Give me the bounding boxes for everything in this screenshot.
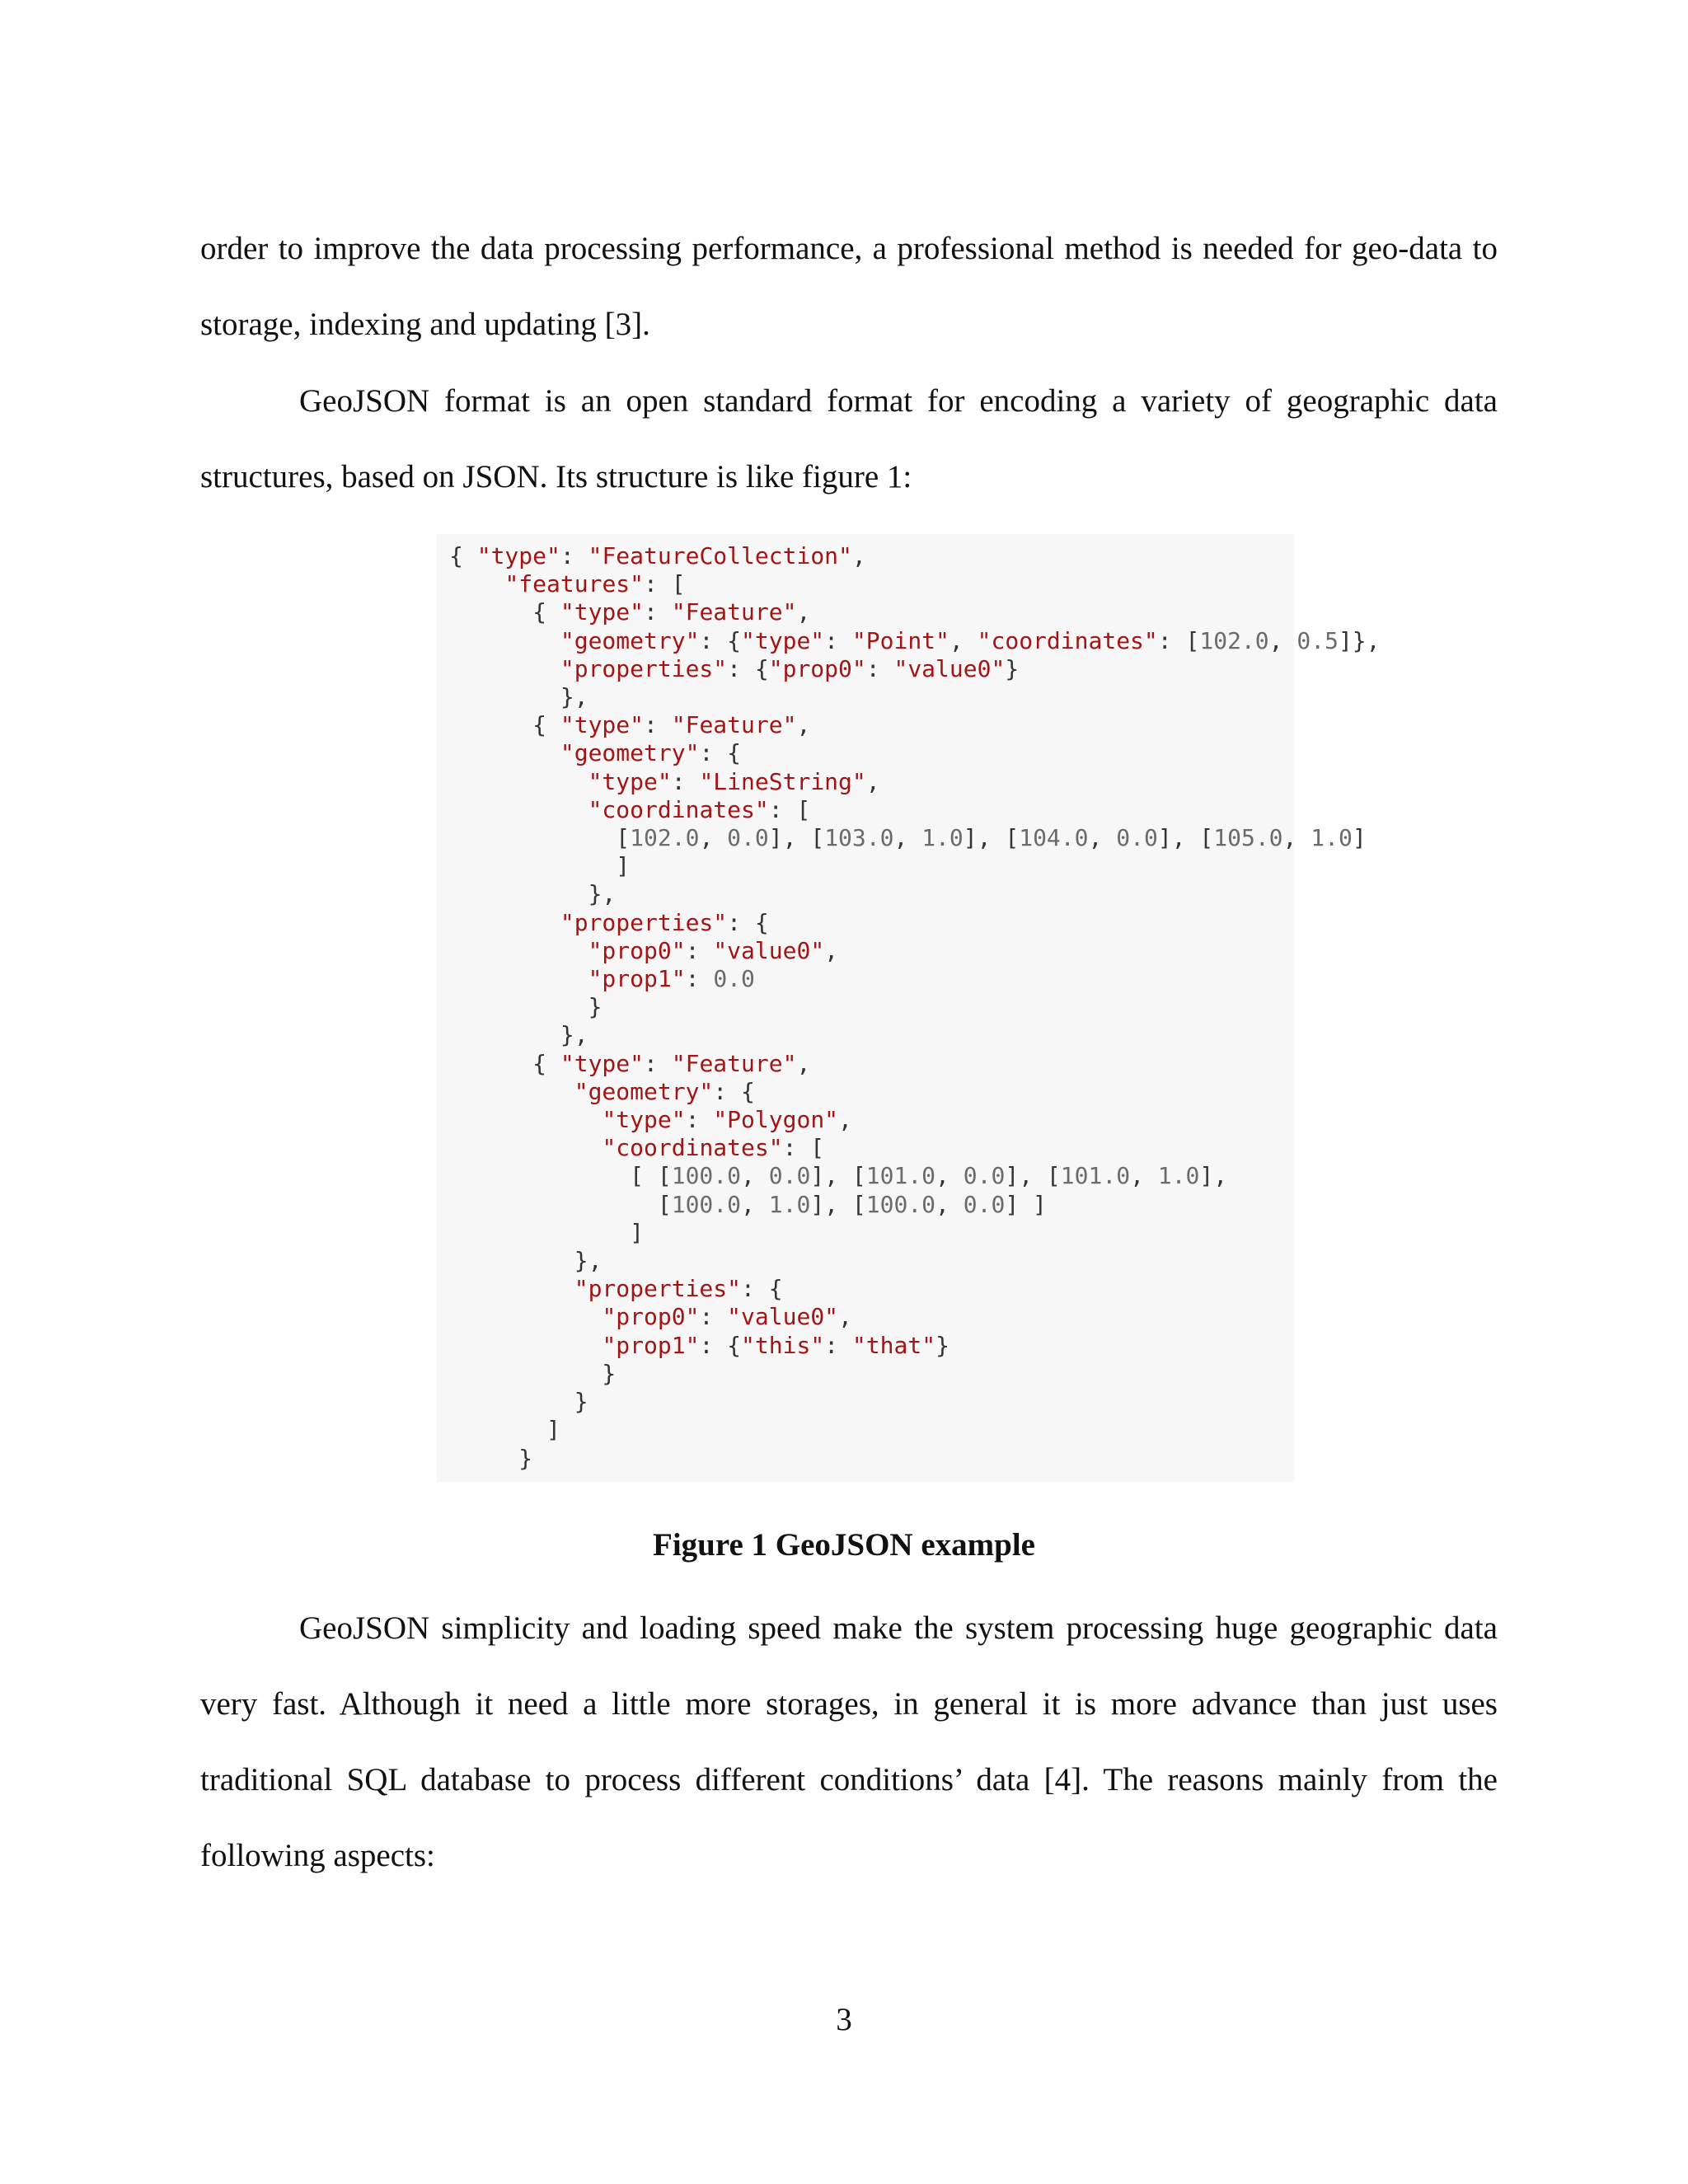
code-line: "coordinates": [ <box>602 1134 825 1162</box>
code-line: "geometry": {"type": "Point", "coordinates": [102.0, 0.5]}, <box>560 626 1381 654</box>
code-line: } <box>449 1444 533 1472</box>
code-line: "prop0": "value0", <box>588 936 839 964</box>
code-line: ] <box>449 1416 560 1444</box>
code-line: "properties": {"prop0": "value0"} <box>560 654 1020 682</box>
code-line: [100.0, 1.0], [100.0, 0.0] ] <box>449 1190 1047 1218</box>
body-paragraph-1: order to improve the data processing performance, a professional method is needed for geo-data to storage, indexing and updating [3]. <box>200 231 1498 342</box>
code-line: "properties": { <box>560 908 769 936</box>
code-line: } <box>449 1359 617 1387</box>
code-line: { "type": "Feature", <box>449 711 811 739</box>
code-line: "geometry": { <box>574 1077 755 1105</box>
code-line: "prop1": {"this": "that"} <box>602 1331 950 1359</box>
code-line: "coordinates": [ <box>588 795 811 823</box>
code-line: [ [100.0, 0.0], [101.0, 0.0], [101.0, 1.0], <box>449 1162 1228 1190</box>
code-line: "geometry": { <box>560 739 742 767</box>
code-line: { "type": "FeatureCollection", <box>449 542 866 569</box>
code-line: [102.0, 0.0], [103.0, 1.0], [104.0, 0.0], [105.0, 1.0] <box>449 824 1367 852</box>
code-line: }, <box>449 1021 588 1049</box>
code-line: } <box>449 993 603 1021</box>
geojson-code-block <box>449 542 1381 1473</box>
code-line: "features": [ <box>504 570 686 598</box>
code-line: "prop0": "value0", <box>602 1303 852 1331</box>
code-line: "type": "Polygon", <box>602 1106 852 1134</box>
code-line: ] <box>449 1218 645 1246</box>
code-line: ] <box>449 852 631 880</box>
code-line: } <box>449 1388 588 1416</box>
code-line: { "type": "Feature", <box>449 598 811 626</box>
code-line: }, <box>449 880 617 908</box>
code-line: }, <box>449 1247 603 1275</box>
code-line: "properties": { <box>574 1275 783 1303</box>
figure-caption: Figure 1 GeoJSON example <box>653 1527 1035 1563</box>
code-line: "type": "LineString", <box>588 767 880 795</box>
page-number: 3 <box>836 2002 852 2037</box>
body-paragraph-3: GeoJSON simplicity and loading speed make the system processing huge geographic data very fast. Although it need a little more storages, in general it is more advance than just uses traditional SQL database to process different conditions’ data [4]. The reasons mainly from the following aspects: <box>200 1610 1498 1873</box>
code-line: "prop1": 0.0 <box>588 965 755 993</box>
body-paragraph-2: GeoJSON format is an open standard format for encoding a variety of geographic data structures, based on JSON. Its structure is like figure 1: <box>200 383 1498 494</box>
code-line: }, <box>449 683 588 711</box>
code-line: { "type": "Feature", <box>449 1049 811 1077</box>
